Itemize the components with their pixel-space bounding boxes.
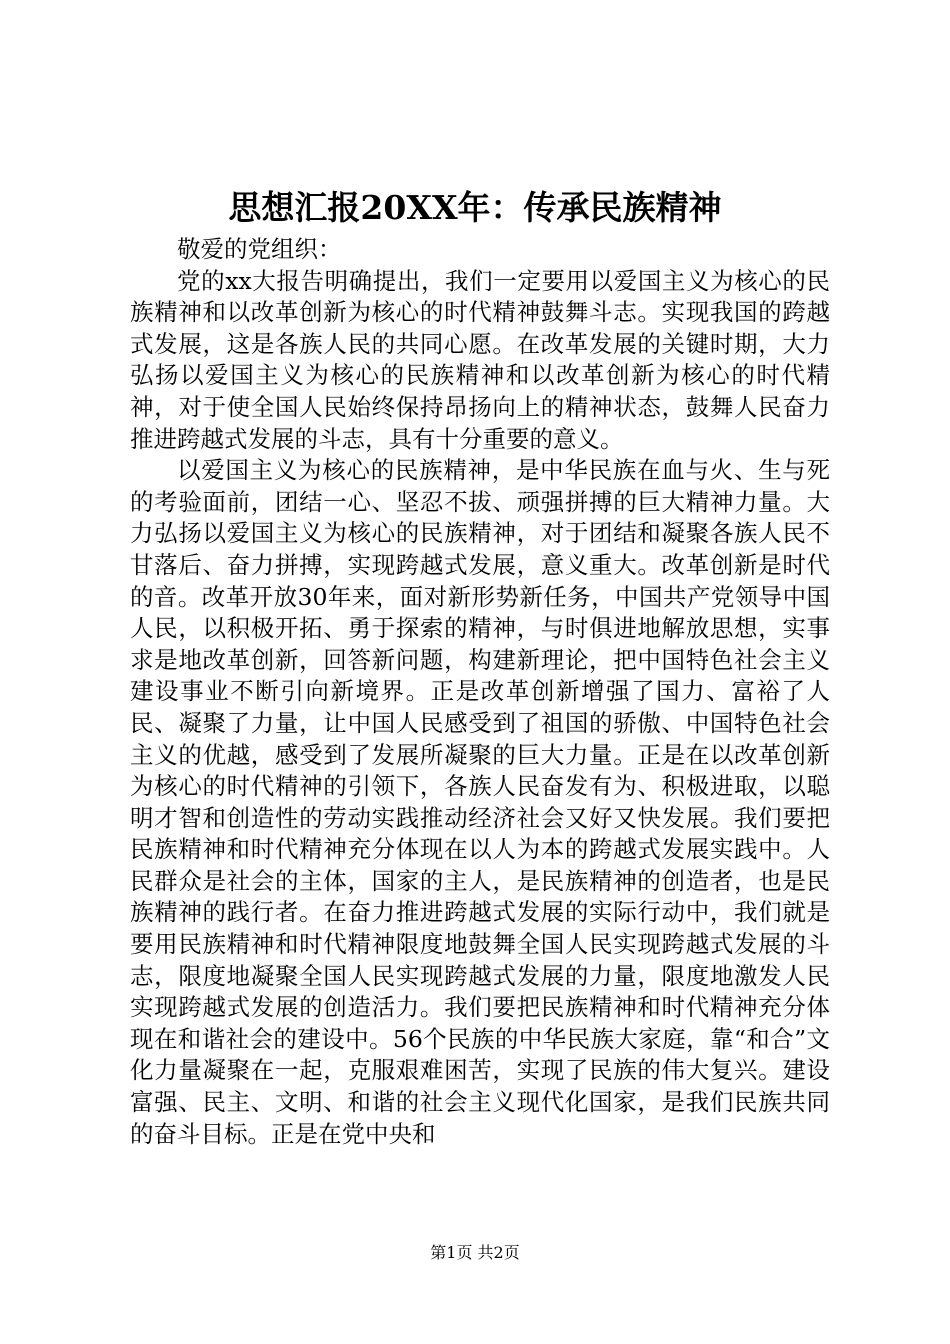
salutation: 敬爱的党组织：	[177, 235, 342, 263]
document-title: 思想汇报20XX年：传承民族精神	[228, 188, 722, 227]
page-number-footer: 第1页 共2页	[430, 1243, 520, 1262]
paragraph-1: 党的xx大报告明确提出，我们一定要用以爱国主义为核心的民族精神和以改革创新为核心的时代精神鼓舞斗志。实现我国的跨越式发展，这是各族人民的共同心愿。在改革发展的关键时期，大力弘扬以爱国主义为核心的民族精神和以改革创新为核心的时代精神，对于使全国人民始终保持昂扬向上的精神状态，鼓舞人民奋力推进跨越式发展的斗志，具有十分重要的意义。	[130, 266, 830, 453]
paragraph-2: 以爱国主义为核心的民族精神，是中华民族在血与火、生与死的考验面前，团结一心、坚忍不拔、顽强拼搏的巨大精神力量。大力弘扬以爱国主义为核心的民族精神，对于团结和凝聚各族人民不甘落后、奋力拼搏，实现跨越式发展，意义重大。改革创新是时代的音。改革开放30年来，面对新形势新任务，中国共产党领导中国人民，以积极开拓、勇于探索的精神，与时俱进地解放思想，实事求是地改革创新，回答新问题，构建新理论，把中国特色社会主义建设事业不断引向新境界。正是改革创新增强了国力、富裕了人民、凝聚了力量，让中国人民感受到了祖国的骄傲、中国特色社会主义的优越，感受到了发展所凝聚的巨大力量。正是在以改革创新为核心的时代精神的引领下，各族人民奋发有为、积极进取，以聪明才智和创造性的劳动实践推动经济社会又好又快发展。我们要把民族精神和时代精神充分体现在以人为本的跨越式发展实践中。人民群众是社会的主体，国家的主人，是民族精神的创造者，也是民族精神的践行者。在奋力推进跨越式发展的实际行动中，我们就是要用民族精神和时代精神限度地鼓舞全国人民实现跨越式发展的斗志，限度地凝聚全国人民实现跨越式发展的力量，限度地激发人民实现跨越式发展的创造活力。我们要把民族精神和时代精神充分体现在和谐社会的建设中。56个民族的中华民族大家庭，靠“和合”文化力量凝聚在一起，克服艰难困苦，实现了民族的伟大复兴。建设富强、民主、文明、和谐的社会主义现代化国家，是我们民族共同的奋斗目标。正是在党中央和	[130, 456, 830, 1148]
document-body	[130, 234, 830, 1150]
